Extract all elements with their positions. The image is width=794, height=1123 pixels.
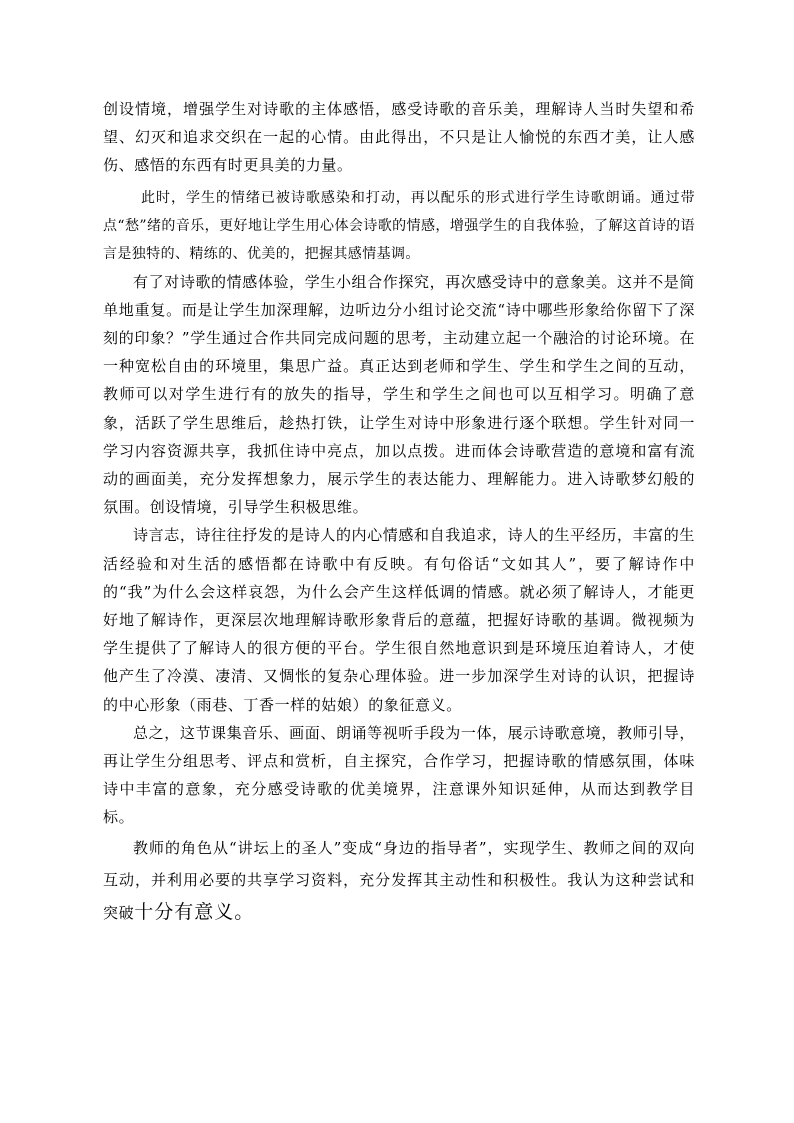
paragraph-6 — [103, 832, 695, 929]
document-page — [103, 95, 695, 929]
paragraph-6-tail: 十分有意义。 — [134, 900, 255, 923]
paragraph-1: 创设情境，增强学生对诗歌的主体感悟，感受诗歌的音乐美，理解诗人当时失望和希望、幻灭和追求交织在一起的心情。由此得出，不只是让人愉悦的东西才美，让人感伤、感悟的东西有时更具美的力量。 — [103, 100, 695, 175]
paragraph-5: 总之，这节课集音乐、画面、朗诵等视听手段为一体，展示诗歌意境，教师引导，再让学生分组思考、评点和赏析，自主探究，合作学习，把握诗歌的情感氛围，体味诗中丰富的意象，充分感受诗歌的优美境界，注意课外知识延伸，从而达到教学目标。 — [103, 723, 695, 827]
paragraph-3: 有了对诗歌的情感体验，学生小组合作探究，再次感受诗中的意象美。这并不是简单地重复。而是让学生加深理解，边听边分小组讨论交流“诗中哪些形象给你留下了深刻的印象？”学生通过合作共同完成问题的思考，主动建立起一个融洽的讨论环境。在一种宽松自由的环境里，集思广益。真正达到老师和学生、学生和学生之间的互动，教师可以对学生进行有的放失的指导，学生和学生之间也可以互相学习。明确了意象，活跃了学生思维后，趁热打铁，让学生对诗中形象进行逐个联想。学生针对同一学习内容资源共享，我抓住诗中亮点，加以点拨。进而体会诗歌营造的意境和富有流动的画面美，充分发挥想象力，展示学生的表达能力、理解能力。进入诗歌梦幻般的氛围。创设情境，引导学生积极思维。 — [103, 272, 695, 517]
paragraph-6-body: 教师的角色从“讲坛上的圣人”变成“身边的指导者”，实现学生、教师之间的双向互动，并利用必要的共享学习资料，充分发挥其主动性和积极性。我认为这种尝试和突破 — [103, 838, 695, 922]
paragraph-4: 诗言志，诗往往抒发的是诗人的内心情感和自我追求，诗人的生平经历，丰富的生活经验和对生活的感悟都在诗歌中有反映。有句俗话“文如其人”，要了解诗作中的“我”为什么会这样哀怨，为什么会产生这样低调的情感。就必须了解诗人，才能更好地了解诗作，更深层次地理解诗歌形象背后的意蕴，把握好诗歌的基调。微视频为学生提供了了解诗人的很方便的平台。学生很自然地意识到是环境压迫着诗人，才使他产生了冷漠、凄清、又惆怅的复杂心理体验。进一步加深学生对诗的认识，把握诗的中心形象（雨巷、丁香一样的姑娘）的象征意义。 — [103, 526, 695, 714]
paragraph-2: 此时，学生的情绪已被诗歌感染和打动，再以配乐的形式进行学生诗歌朗诵。通过带点“愁”绪的音乐，更好地让学生用心体会诗歌的情感，增强学生的自我体验，了解这首诗的语言是独特的、精练的、优美的，把握其感情基调。 — [103, 189, 695, 262]
